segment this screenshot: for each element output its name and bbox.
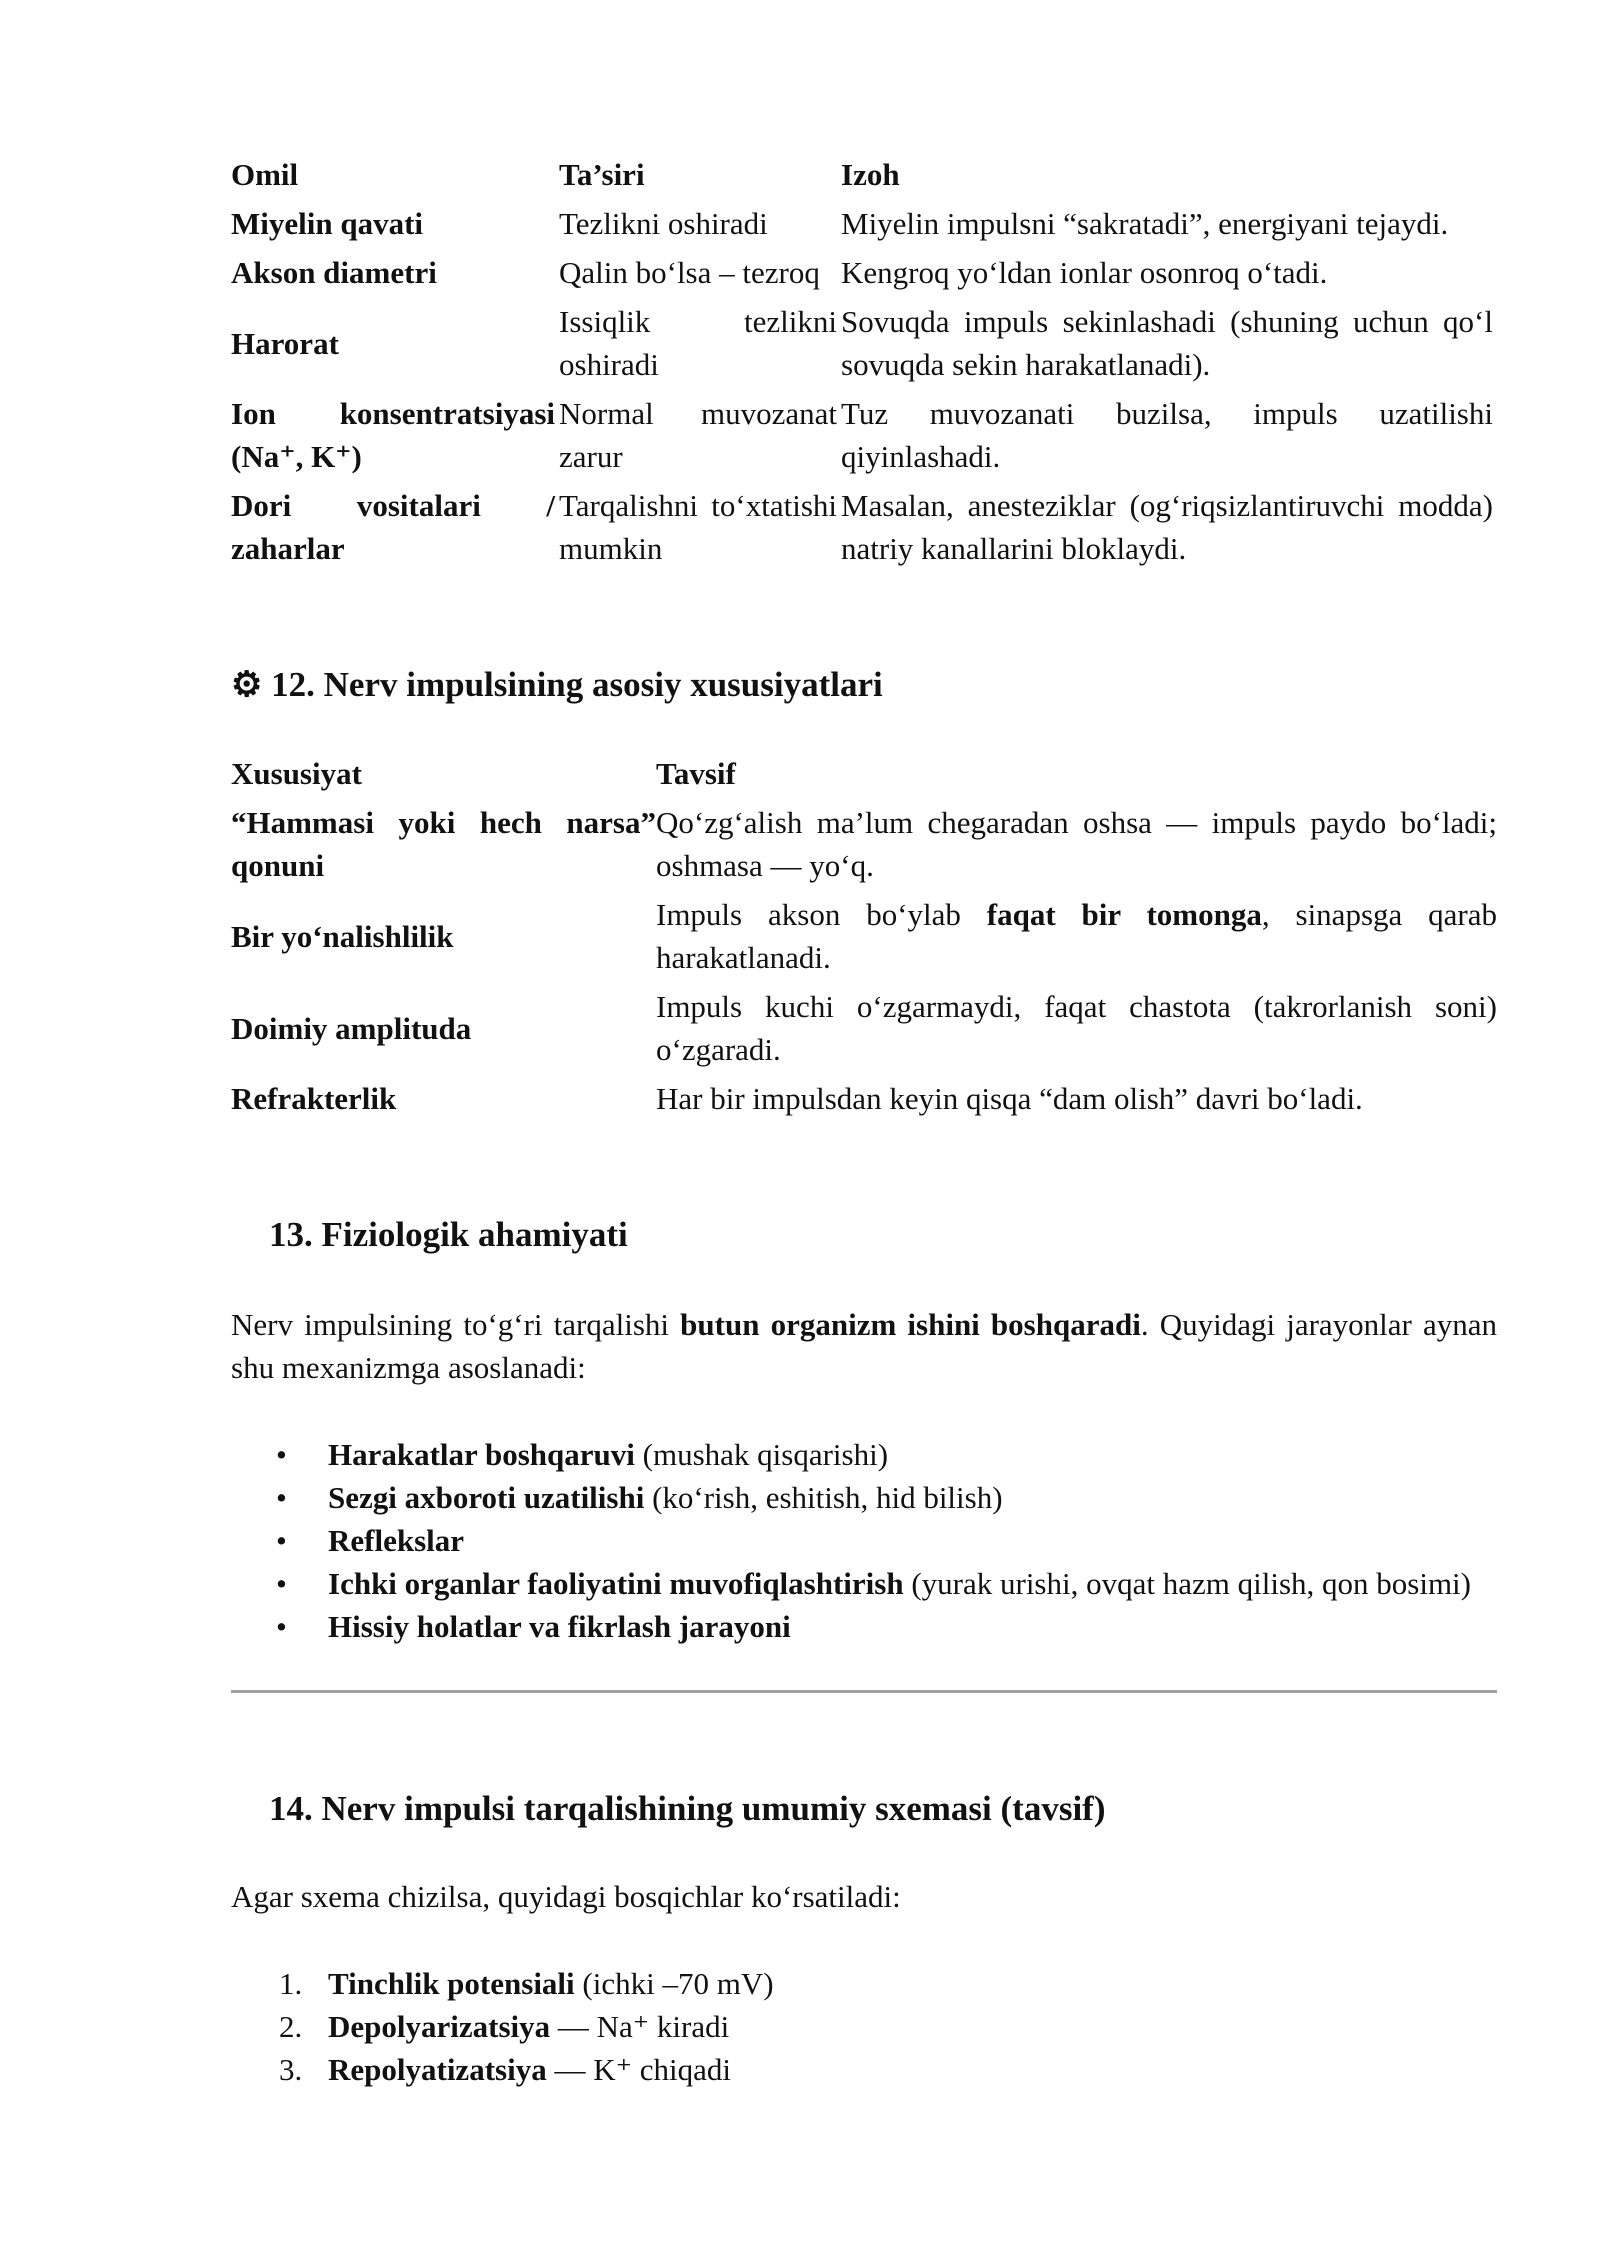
list-item: • Ichki organlar faoliyatini muvofiqlashtirish (yurak urishi, ovqat hazm qilish, qon bosimi) [231, 1562, 1497, 1605]
column-header: Izoh [841, 157, 900, 192]
section-14-intro: Agar sxema chizilsa, quyidagi bosqichlar ko‘rsatiladi: [231, 1879, 901, 1914]
factors-table [231, 150, 1497, 573]
property-name: Bir yo‘nalishlilik [231, 918, 454, 954]
step-number: 2. [279, 2009, 303, 2044]
table-row [231, 297, 1497, 389]
bullet-icon: • [276, 1523, 287, 1558]
properties-table [231, 749, 1497, 1123]
list-item: • Reflekslar [231, 1519, 1497, 1562]
table-cell: Ion konsentratsiyasi (Na⁺, K⁺) [231, 396, 555, 474]
table-row [231, 982, 1497, 1074]
table-row [231, 248, 1497, 297]
table-row [231, 798, 1497, 890]
horizontal-divider [231, 1690, 1497, 1693]
table-cell: Miyelin qavati [231, 206, 424, 241]
property-name: Refrakterlik [231, 1081, 397, 1116]
list-item: • Sezgi axboroti uzatilishi (ko‘rish, eshitish, hid bilish) [231, 1476, 1497, 1519]
property-description: Impuls kuchi o‘zgarmaydi, faqat chastota (takrorlanish soni) o‘zgaradi. [656, 989, 1497, 1067]
table-header-row [231, 749, 1497, 798]
section-13-intro: Nerv impulsining to‘g‘ri tarqalishi butun organizm ishini boshqaradi. Quyidagi jarayonlar aynan shu mexanizmga asoslanadi: [231, 1307, 1498, 1385]
table-row [231, 389, 1497, 481]
step-number: 3. [279, 2052, 303, 2087]
table-row [231, 1074, 1497, 1123]
property-description: Har bir impulsdan keyin qisqa “dam olish” davri bo‘ladi. [656, 1081, 1363, 1116]
table-header-row [231, 150, 1497, 199]
column-header: Omil [231, 157, 299, 192]
list-item: • Hissiy holatlar va fikrlash jarayoni [231, 1605, 1497, 1648]
bullet-icon: • [276, 1566, 287, 1601]
table-cell: Tezlikni oshiradi [559, 206, 768, 241]
bullet-icon: • [276, 1437, 287, 1472]
table-cell: Akson diametri [231, 255, 437, 290]
table-cell: Tarqalishni to‘xtatishi mumkin [559, 488, 837, 566]
section-12-heading: ⚙ 12. Nerv impulsining asosiy xususiyatlari [231, 665, 883, 704]
table-cell: Dori vositalari / zaharlar [231, 488, 555, 566]
significance-list [231, 1433, 1497, 1648]
column-header: Xususiyat [231, 756, 362, 791]
stages-list [231, 1962, 1497, 2091]
table-cell: Masalan, anesteziklar (og‘riqsizlantiruvchi modda) natriy kanallarini bloklaydi. [841, 488, 1493, 566]
bullet-icon: • [276, 1480, 287, 1515]
table-cell: Normal muvozanat zarur [559, 396, 837, 474]
step-number: 1. [279, 1966, 303, 2001]
property-description: Impuls akson bo‘ylab faqat bir tomonga, sinapsga qarab harakatlanadi. [656, 897, 1497, 975]
list-item: • Harakatlar boshqaruvi (mushak qisqarishi) [231, 1433, 1497, 1476]
table-cell: Sovuqda impuls sekinlashadi (shuning uchun qo‘l sovuqda sekin harakatlanadi). [841, 304, 1493, 382]
property-description: Qo‘zg‘alish ma’lum chegaradan oshsa — impuls paydo bo‘ladi; oshmasa — yo‘q. [656, 805, 1497, 883]
column-header: Tavsif [656, 756, 736, 791]
section-13-heading: 13. Fiziologik ahamiyati [269, 1215, 628, 1254]
list-item: 1. Tinchlik potensiali (ichki –70 mV) [231, 1962, 1497, 2005]
table-row [231, 890, 1497, 982]
table-cell: Kengroq yo‘ldan ionlar osonroq o‘tadi. [841, 255, 1328, 290]
table-cell: Issiqlik tezlikni oshiradi [559, 304, 837, 382]
column-header: Ta’siri [559, 157, 645, 192]
table-row [231, 481, 1497, 573]
list-item: 2. Depolyarizatsiya — Na⁺ kiradi [231, 2005, 1497, 2048]
list-item: 3. Repolyatizatsiya — K⁺ chiqadi [231, 2048, 1497, 2091]
property-name: Doimiy amplituda [231, 1010, 472, 1046]
table-row [231, 199, 1497, 248]
table-cell: Tuz muvozanati buzilsa, impuls uzatilishi qiyinlashadi. [841, 396, 1493, 474]
property-name: “Hammasi yoki hech narsa” qonuni [231, 805, 656, 883]
table-cell: Harorat [231, 325, 339, 361]
bullet-icon: • [276, 1609, 287, 1644]
section-14-heading: 14. Nerv impulsi tarqalishining umumiy sxemasi (tavsif) [269, 1789, 1106, 1828]
table-cell: Qalin bo‘lsa – tezroq [559, 255, 820, 290]
table-cell: Miyelin impulsni “sakratadi”, energiyani tejaydi. [841, 206, 1449, 241]
document-page [231, 150, 1497, 2091]
